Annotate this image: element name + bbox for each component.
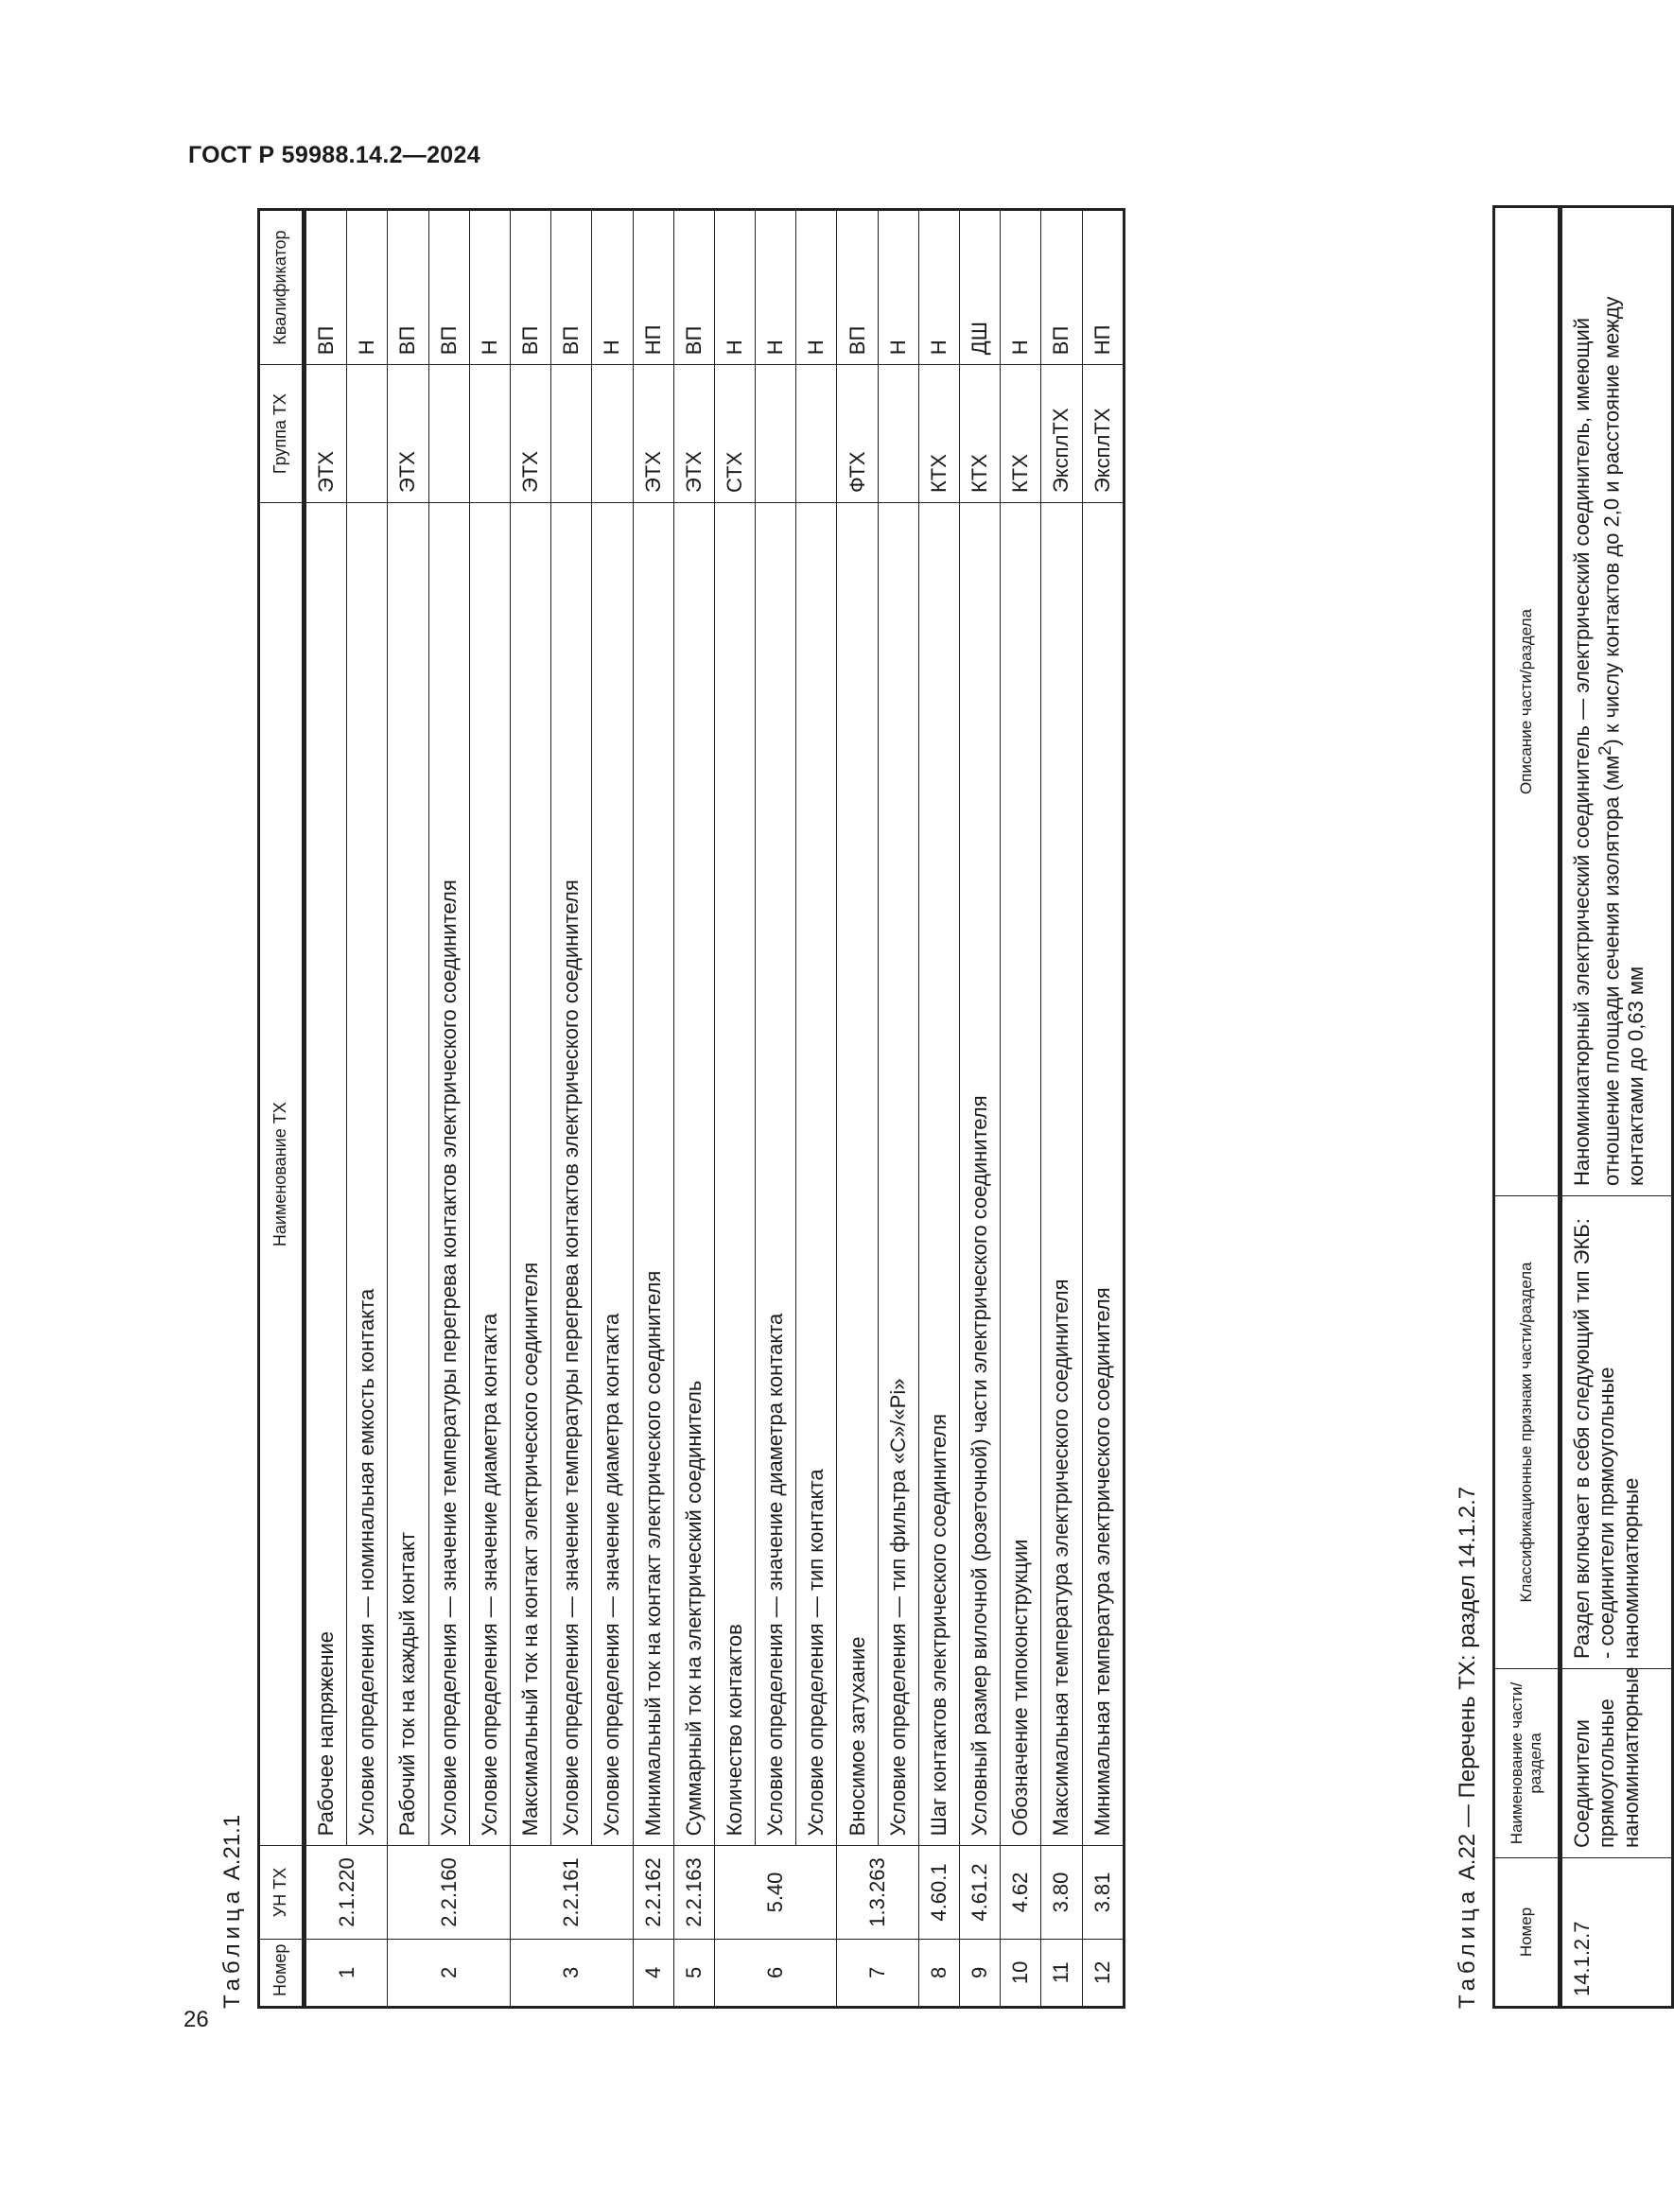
row-qualifier-cell: ВП	[305, 210, 347, 365]
row-qualifier-cell: Н	[918, 210, 959, 365]
table1-col-group-header: Группа ТХ	[259, 365, 305, 503]
table-row	[1561, 207, 1673, 2008]
row-qualifier-cell: ДШ	[960, 210, 1001, 365]
row-qualifier-cell: Н	[796, 210, 837, 365]
table1-col-qualifier-header: Квалификатор	[259, 210, 305, 365]
row-qualifier-cell: Н	[592, 210, 633, 365]
table1-caption-id: А.21.1	[219, 1814, 245, 1881]
row-name-cell: Шаг контактов электрического соединителя	[918, 503, 959, 1846]
row-un-cell: 3.80	[1041, 1846, 1082, 1939]
row-qualifier-cell: Н	[469, 210, 510, 365]
row-group-cell: КТХ	[960, 365, 1001, 503]
row-un-cell: 2.2.162	[633, 1846, 673, 1939]
row-name-cell: Вносимое затухание	[837, 503, 878, 1846]
part-features-cell: Раздел включает в себя следующий тип ЭКБ: - соединители прямоугольные наноминиатюрные	[1561, 1196, 1673, 1669]
description-text: Наноминиатюрный электрический соединитель — электрический соединитель, имеющий отношение площади сечения изолятора (мм	[1570, 317, 1624, 1186]
part-name-cell: Соединители прямоугольные наноминиатюрные	[1561, 1669, 1673, 1858]
table1-caption-word: Таблица	[219, 1886, 245, 2009]
row-name-cell: Условие определения — значение температуры перегрева контактов электрического соединителя	[551, 503, 592, 1846]
table2	[1492, 205, 1674, 2009]
row-number-cell: 1	[305, 1939, 388, 2007]
row-un-cell: 2.2.163	[673, 1846, 714, 1939]
row-number-cell: 12	[1082, 1939, 1124, 2007]
table2-col-description-header: Описание части/раздела	[1494, 207, 1561, 1196]
row-name-cell: Условный размер вилочной (розеточной) части электрического соединителя	[960, 503, 1001, 1846]
row-group-cell: ЭТХ	[633, 365, 673, 503]
row-un-cell: 4.61.2	[960, 1846, 1001, 1939]
row-qualifier-cell: Н	[756, 210, 796, 365]
row-name-cell: Условие определения — значение диаметра контакта	[756, 503, 796, 1846]
table1-col-un-header: УН ТХ	[259, 1846, 305, 1939]
row-number-cell: 4	[633, 1939, 673, 2007]
table2-col-number-header: Номер	[1494, 1858, 1561, 2008]
row-qualifier-cell: НП	[1082, 210, 1124, 365]
row-un-cell: 5.40	[714, 1846, 837, 1939]
table2-header-row	[1494, 207, 1561, 2008]
page-number: 26	[183, 2007, 209, 2032]
row-qualifier-cell: Н	[714, 210, 755, 365]
row-name-cell: Суммарный ток на электрический соединитель	[673, 503, 714, 1846]
row-name-cell: Условие определения — значение диаметра контакта	[592, 503, 633, 1846]
row-un-cell: 3.81	[1082, 1846, 1124, 1939]
row-name-cell: Минимальный ток на контакт электрического соединителя	[633, 503, 673, 1846]
row-number-cell: 10	[1001, 1939, 1041, 2007]
table2-caption-word: Таблица	[1455, 1886, 1480, 2009]
row-qualifier-cell: Н	[878, 210, 918, 365]
row-number-cell: 7	[837, 1939, 918, 2007]
row-number-cell: 2	[388, 1939, 511, 2007]
row-group-cell: ЭТХ	[510, 365, 550, 503]
row-un-cell: 1.3.263	[837, 1846, 918, 1939]
row-name-cell: Условие определения — значение диаметра контакта	[469, 503, 510, 1846]
row-qualifier-cell: Н	[347, 210, 388, 365]
row-name-cell: Условие определения — тип фильтра «С»/«Pi»	[878, 503, 918, 1846]
row-group-cell: КТХ	[918, 365, 959, 503]
table2-col-features-header: Классификационные признаки части/раздела	[1494, 1196, 1561, 1669]
row-number-cell: 6	[714, 1939, 837, 2007]
row-un-cell: 4.60.1	[918, 1846, 959, 1939]
row-name-cell: Максимальная температура электрического соединителя	[1041, 503, 1082, 1846]
row-name-cell: Рабочий ток на каждый контакт	[388, 503, 428, 1846]
row-un-cell: 2.1.220	[305, 1846, 388, 1939]
row-name-cell: Условие определения — тип контакта	[796, 503, 837, 1846]
row-number-cell: 8	[918, 1939, 959, 2007]
row-group-cell: ЭТХ	[305, 365, 347, 503]
rotated-table2	[219, 208, 1648, 2009]
row-number-cell: 5	[673, 1939, 714, 2007]
row-un-cell: 2.2.160	[388, 1846, 511, 1939]
description-text-end: ) к числу контактов до 2,0 и расстояние между контактами до 0,63 мм	[1599, 296, 1648, 1186]
description-superscript: 2	[1594, 745, 1614, 756]
part-description-cell	[1561, 207, 1673, 1196]
table1-col-name-header: Наименование ТХ	[259, 503, 305, 1846]
row-qualifier-cell: ВП	[510, 210, 550, 365]
row-number-cell: 9	[960, 1939, 1001, 2007]
row-qualifier-cell: Н	[1001, 210, 1041, 365]
row-un-cell: 4.62	[1001, 1846, 1041, 1939]
row-group-cell: ЭТХ	[388, 365, 428, 503]
row-group-cell: ЭксплТХ	[1041, 365, 1082, 503]
row-qualifier-cell: ВП	[1041, 210, 1082, 365]
row-un-cell: 2.2.161	[510, 1846, 633, 1939]
row-group-cell: ЭТХ	[673, 365, 714, 503]
row-name-cell: Минимальная температура электрического соединителя	[1082, 503, 1124, 1846]
row-name-cell: Обозначение типоконструкции	[1001, 503, 1041, 1846]
row-group-cell: ФТХ	[837, 365, 878, 503]
table1-col-number-header: Номер	[259, 1939, 305, 2007]
part-number-cell: 14.1.2.7	[1561, 1858, 1673, 2008]
row-name-cell: Условие определения — номинальная емкость контакта	[347, 503, 388, 1846]
row-group-cell: КТХ	[1001, 365, 1041, 503]
row-name-cell: Количество контактов	[714, 503, 755, 1846]
row-qualifier-cell: ВП	[837, 210, 878, 365]
table2-caption-rest: А.22 — Перечень ТХ: раздел 14.1.2.7	[1455, 1486, 1480, 1881]
document-code: ГОСТ Р 59988.14.2—2024	[188, 142, 480, 168]
row-qualifier-cell: ВП	[388, 210, 428, 365]
row-number-cell: 11	[1041, 1939, 1082, 2007]
row-qualifier-cell: ВП	[673, 210, 714, 365]
row-group-cell: СТХ	[714, 365, 755, 503]
table2-col-part-name-header: Наименование части/раздела	[1494, 1669, 1561, 1858]
row-qualifier-cell: НП	[633, 210, 673, 365]
row-group-cell: ЭксплТХ	[1082, 365, 1124, 503]
row-qualifier-cell: ВП	[428, 210, 469, 365]
row-name-cell: Условие определения — значение температуры перегрева контактов электрического соединителя	[428, 503, 469, 1846]
row-qualifier-cell: ВП	[551, 210, 592, 365]
row-name-cell: Рабочее напряжение	[305, 503, 347, 1846]
row-name-cell: Максимальный ток на контакт электрического соединителя	[510, 503, 550, 1846]
row-number-cell: 3	[510, 1939, 633, 2007]
